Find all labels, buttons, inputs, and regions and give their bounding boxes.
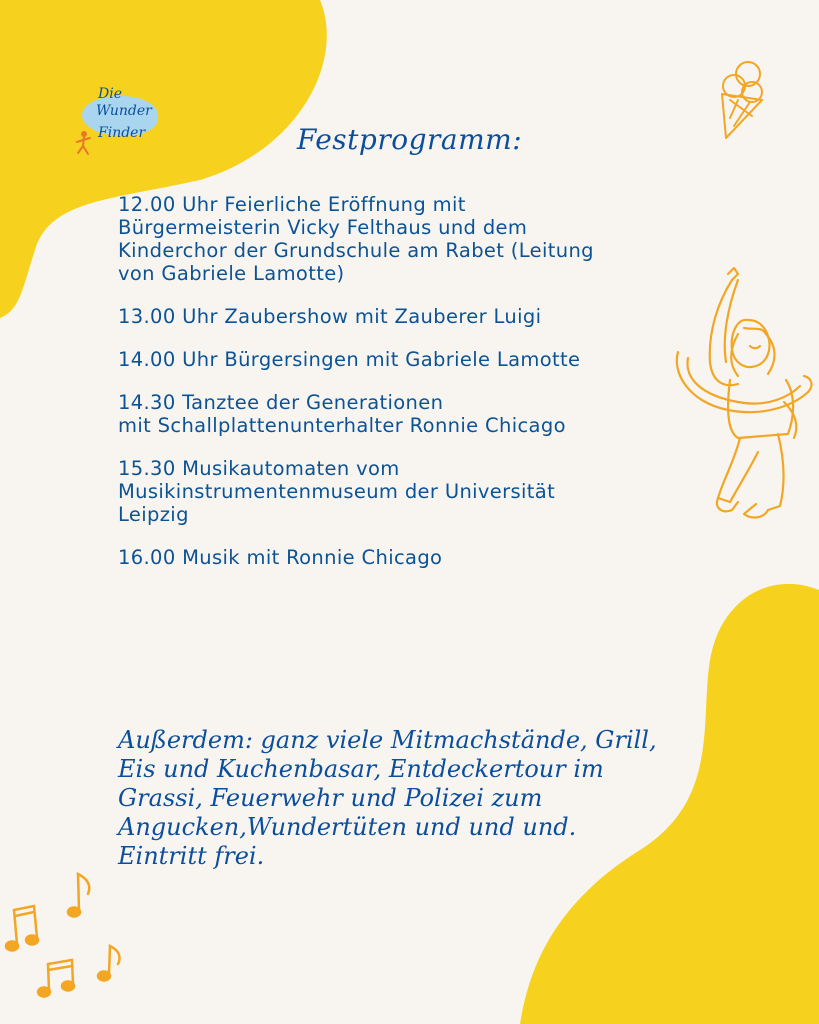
extra-line: Eis und Kuchenbasar, Entdeckertour im xyxy=(118,755,604,783)
program-entry-1600 xyxy=(118,546,688,569)
extra-line: Eintritt frei. xyxy=(118,842,265,870)
program-entry-1200 xyxy=(118,193,688,285)
dancing-girl-illustration xyxy=(668,262,816,530)
entry-line: 14.30 Tanztee der Generationen xyxy=(118,391,444,414)
entry-line: 16.00 Musik mit Ronnie Chicago xyxy=(118,546,443,569)
music-notes-icon xyxy=(0,868,140,1008)
entry-line: mit Schallplattenunterhalter Ronnie Chicago xyxy=(118,414,566,437)
extra-line: Außerdem: ganz viele Mitmachstände, Grill, xyxy=(118,726,657,754)
extra-line: Angucken,Wundertüten und und und. xyxy=(118,813,577,841)
entry-line: 12.00 Uhr Feierliche Eröffnung mit xyxy=(118,193,466,216)
additional-info xyxy=(118,726,708,871)
entry-line: Bürgermeisterin Vicky Felthaus und dem xyxy=(118,216,528,239)
entry-line: 13.00 Uhr Zaubershow mit Zauberer Luigi xyxy=(118,305,542,328)
program-entry-1400 xyxy=(118,348,688,371)
entry-line: von Gabriele Lamotte) xyxy=(118,262,345,285)
program-entry-1530 xyxy=(118,457,688,526)
program-entry-1430 xyxy=(118,391,688,437)
entry-line: 14.00 Uhr Bürgersingen mit Gabriele Lamotte xyxy=(118,348,581,371)
logo-text-wunder: Wunder xyxy=(96,103,152,119)
program-entry-1300 xyxy=(118,305,688,328)
page-title: Festprogramm: xyxy=(296,123,523,156)
logo-text-die: Die xyxy=(98,86,122,102)
entry-line: Kinderchor der Grundschule am Rabet (Leitung xyxy=(118,239,594,262)
logo-text-finder: Finder xyxy=(98,125,146,141)
entry-line: Leipzig xyxy=(118,503,189,526)
program-list xyxy=(118,193,688,589)
extra-line: Grassi, Feuerwehr und Polizei zum xyxy=(118,784,543,812)
entry-line: Musikinstrumentenmuseum der Universität xyxy=(118,480,556,503)
entry-line: 15.30 Musikautomaten vom xyxy=(118,457,400,480)
